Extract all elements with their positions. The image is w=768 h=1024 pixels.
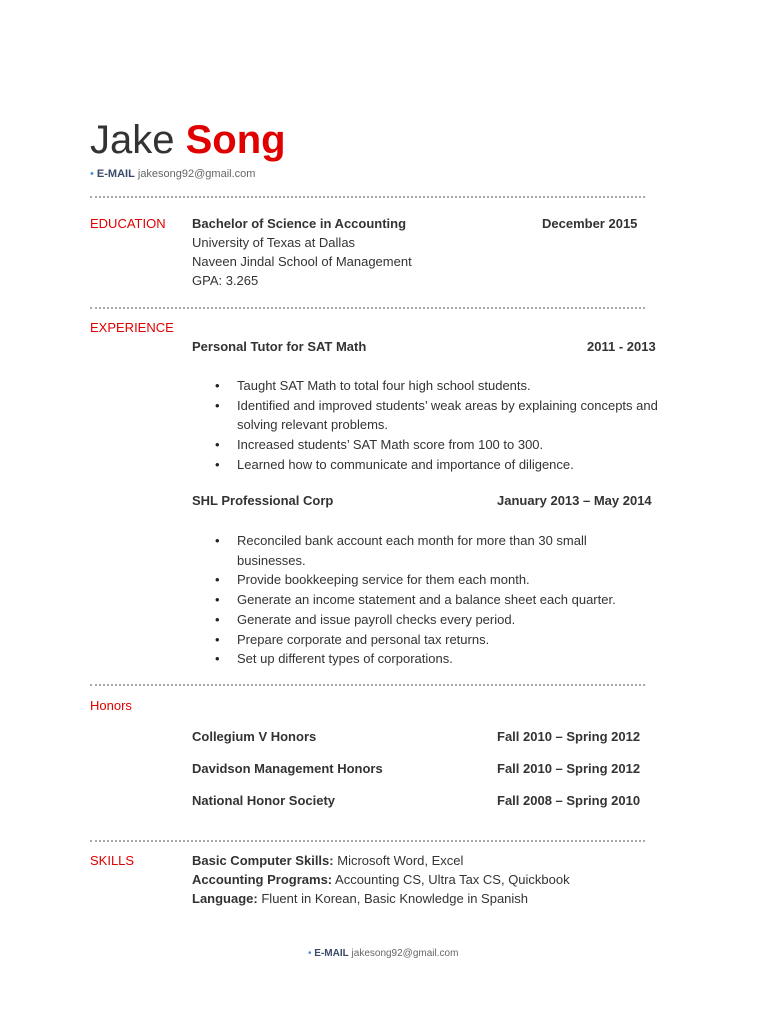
education-heading: EDUCATION [90,216,166,231]
job-bullet-list [215,531,635,669]
honors-heading: Honors [90,698,132,713]
email-address[interactable]: jakesong92@gmail.com [137,168,256,180]
education-degree: Bachelor of Science in Accounting [192,216,407,231]
list-item: • Taught SAT Math to total four high school students. [215,376,665,396]
list-item: • Identified and improved students’ weak areas by explaining concepts and solving relevant problems. [215,396,665,435]
list-item: • Reconciled bank account each month for more than 30 small businesses. [215,531,635,570]
job-date: January 2013 – May 2014 [497,493,652,508]
skill-label: Basic Computer Skills: [192,853,334,868]
email-label: E-MAIL [96,168,135,180]
resume-name [90,115,286,165]
list-item: • Generate an income statement and a balance sheet each quarter. [215,590,635,610]
last-name: Song [185,118,286,162]
education-school: University of Texas at Dallas [192,235,356,250]
honor-date: Fall 2010 – Spring 2012 [497,761,641,776]
first-name: Jake [90,118,175,162]
list-item: • Provide bookkeeping service for them each month. [215,570,635,590]
honor-date: Fall 2010 – Spring 2012 [497,729,641,744]
list-item: • Generate and issue payroll checks every period. [215,610,635,630]
skill-line [192,872,570,887]
list-item: • Increased students’ SAT Math score from 100 to 300. [215,435,665,455]
education-date: December 2015 [542,216,638,231]
skill-line [192,891,528,906]
skill-label: Accounting Programs: [192,872,333,887]
list-item: • Learned how to communicate and importance of diligence. [215,455,665,475]
list-item: • Prepare corporate and personal tax returns. [215,630,635,650]
bullet-dot-icon: • [90,168,94,180]
section-divider [90,196,645,198]
skill-value: Microsoft Word, Excel [337,853,464,868]
honor-name: National Honor Society [192,793,336,808]
job-title: SHL Professional Corp [192,493,334,508]
section-divider [90,307,645,309]
experience-heading: EXPERIENCE [90,320,174,335]
skill-value: Fluent in Korean, Basic Knowledge in Spanish [261,891,529,906]
email-address[interactable]: jakesong92@gmail.com [351,948,459,959]
skill-label: Language: [192,891,258,906]
skill-value: Accounting CS, Ultra Tax CS, Quickbook [335,872,570,887]
bullet-dot-icon: • [308,948,312,959]
honor-name: Davidson Management Honors [192,761,383,776]
header-contact [90,168,255,180]
list-item: • Set up different types of corporations. [215,649,635,669]
job-title: Personal Tutor for SAT Math [192,339,367,354]
section-divider [90,684,645,686]
skill-line [192,853,463,868]
section-divider [90,840,645,842]
honor-date: Fall 2008 – Spring 2010 [497,793,641,808]
education-sub-school: Naveen Jindal School of Management [192,254,412,269]
education-gpa: GPA: 3.265 [192,273,259,288]
honor-name: Collegium V Honors [192,729,317,744]
job-bullet-list [215,376,665,475]
job-date: 2011 - 2013 [587,339,656,354]
email-label: E-MAIL [314,948,349,959]
skills-heading: SKILLS [90,853,135,868]
footer-contact [308,948,458,959]
